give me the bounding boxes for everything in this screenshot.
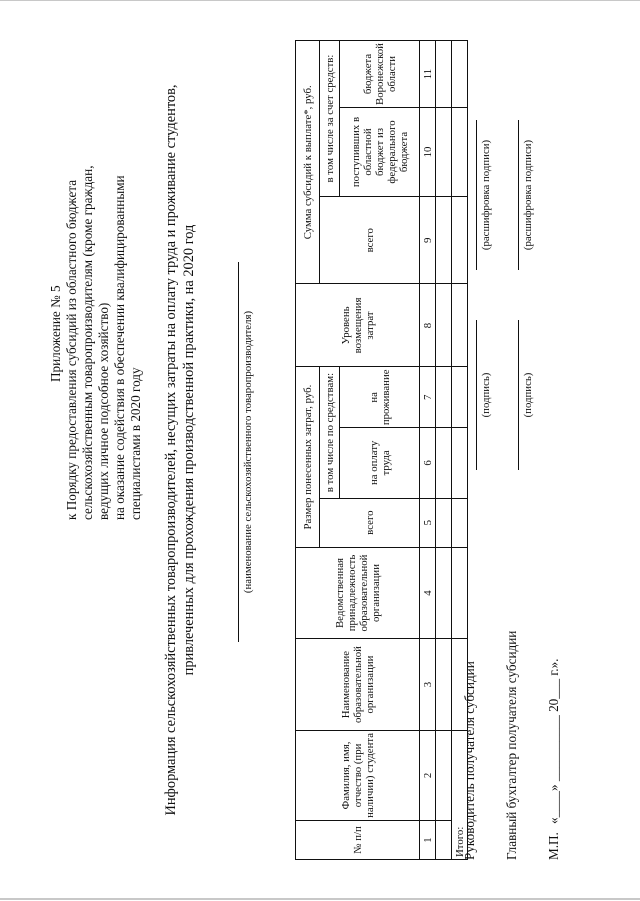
table-cell — [436, 107, 452, 196]
stamp-label: М.П. — [546, 832, 561, 860]
head-signature-label: Руководитель получателя субсидии — [462, 661, 477, 860]
table-cell — [436, 498, 452, 547]
accountant-decode-hint: (расшифровка подписи) — [522, 139, 534, 251]
column-number: 11 — [420, 41, 436, 108]
accountant-signature-hint: (подпись) — [522, 372, 534, 418]
accountant-signature-label: Главный бухгалтер получателя субсидии — [504, 630, 519, 860]
table-cell — [436, 367, 452, 428]
head-signature-line — [476, 320, 477, 470]
header-organization: Наименование образовательной организации — [296, 639, 420, 731]
appendix-line: ведущих личное подсобное хозяйство) — [96, 302, 111, 520]
head-signature-hint: (подпись) — [480, 372, 492, 418]
table-cell — [436, 284, 452, 367]
accountant-signature-line — [518, 320, 519, 470]
table-cell — [436, 730, 452, 820]
appendix-line: специалистами в 2020 году — [128, 367, 143, 520]
header-student-name: Фамилия, имя, отчество (при наличии) студента — [296, 730, 420, 820]
table-cell — [436, 821, 452, 860]
header-costs: Размер понесенных затрат, руб. — [296, 367, 320, 547]
appendix-line: на оказание содействия в обеспечении квалифицированными — [112, 175, 127, 520]
header-row-number: № п/п — [296, 821, 420, 860]
table-cell — [452, 498, 468, 547]
table-cell — [436, 428, 452, 498]
appendix-header — [48, 50, 144, 520]
table-cell — [452, 284, 468, 367]
header-compensation-level: Уровень возмещения затрат — [296, 284, 420, 367]
table-cell — [452, 428, 468, 498]
table-cell — [452, 41, 468, 108]
column-number: 9 — [420, 197, 436, 284]
header-labor: на оплату труда — [340, 428, 420, 498]
scan-edge-bottom — [0, 898, 640, 900]
accountant-decode-line — [518, 120, 519, 270]
appendix-line: сельскохозяйственным товаропроизводителям (кроме граждан, — [80, 165, 95, 520]
total-label: Итого: — [452, 730, 468, 859]
table-cell — [452, 367, 468, 428]
date-line: «____» __________ 20___ г.». — [546, 658, 561, 824]
table-cell — [436, 639, 452, 731]
appendix-line: к Порядку предоставления субсидий из областного бюджета — [64, 179, 79, 520]
table-row — [436, 41, 452, 860]
column-number: 8 — [420, 284, 436, 367]
scan-edge-top — [0, 0, 640, 1]
column-number: 2 — [420, 730, 436, 820]
header-regional: бюджета Воронежской области — [340, 41, 420, 108]
header-costs-including: в том числе по средствам: — [320, 367, 340, 498]
column-number: 5 — [420, 498, 436, 547]
column-number: 3 — [420, 639, 436, 731]
title-line-2: привлеченных для прохождения производственной практики, на 2020 год — [181, 224, 197, 676]
appendix-number: Приложение № 5 — [48, 285, 63, 382]
header-costs-total: всего — [320, 498, 420, 547]
document-title — [162, 40, 198, 860]
producer-caption: (наименование сельскохозяйственного товаропроизводителя) — [242, 310, 254, 594]
table-cell — [436, 41, 452, 108]
table-cell — [452, 197, 468, 284]
column-number: 10 — [420, 107, 436, 196]
header-subsidy-total: всего — [320, 197, 420, 284]
column-number: 4 — [420, 547, 436, 639]
table-cell — [436, 197, 452, 284]
document-page — [10, 10, 630, 890]
table-cell — [452, 547, 468, 639]
header-federal: поступивших в областной бюджет из федерального бюджета — [340, 107, 420, 196]
header-subsidy-sum: Сумма субсидий к выплате*, руб. — [296, 41, 320, 284]
column-numbers-row — [420, 41, 436, 860]
title-line-1: Информация сельскохозяйственных товаропроизводителей, несущих затраты на оплату труда и проживание студентов, — [163, 84, 179, 816]
producer-name-line — [238, 262, 239, 642]
table-cell — [452, 107, 468, 196]
column-number: 6 — [420, 428, 436, 498]
column-number: 7 — [420, 367, 436, 428]
table-cell — [436, 547, 452, 639]
head-decode-hint: (расшифровка подписи) — [480, 139, 492, 251]
header-subsidy-including: в том числе за счет средств: — [320, 41, 340, 197]
column-number: 1 — [420, 821, 436, 860]
head-decode-line — [476, 120, 477, 270]
header-department: Ведомственная принадлежность образовательной организации — [296, 547, 420, 639]
subsidy-table — [295, 40, 468, 860]
header-housing: на проживание — [340, 367, 420, 428]
